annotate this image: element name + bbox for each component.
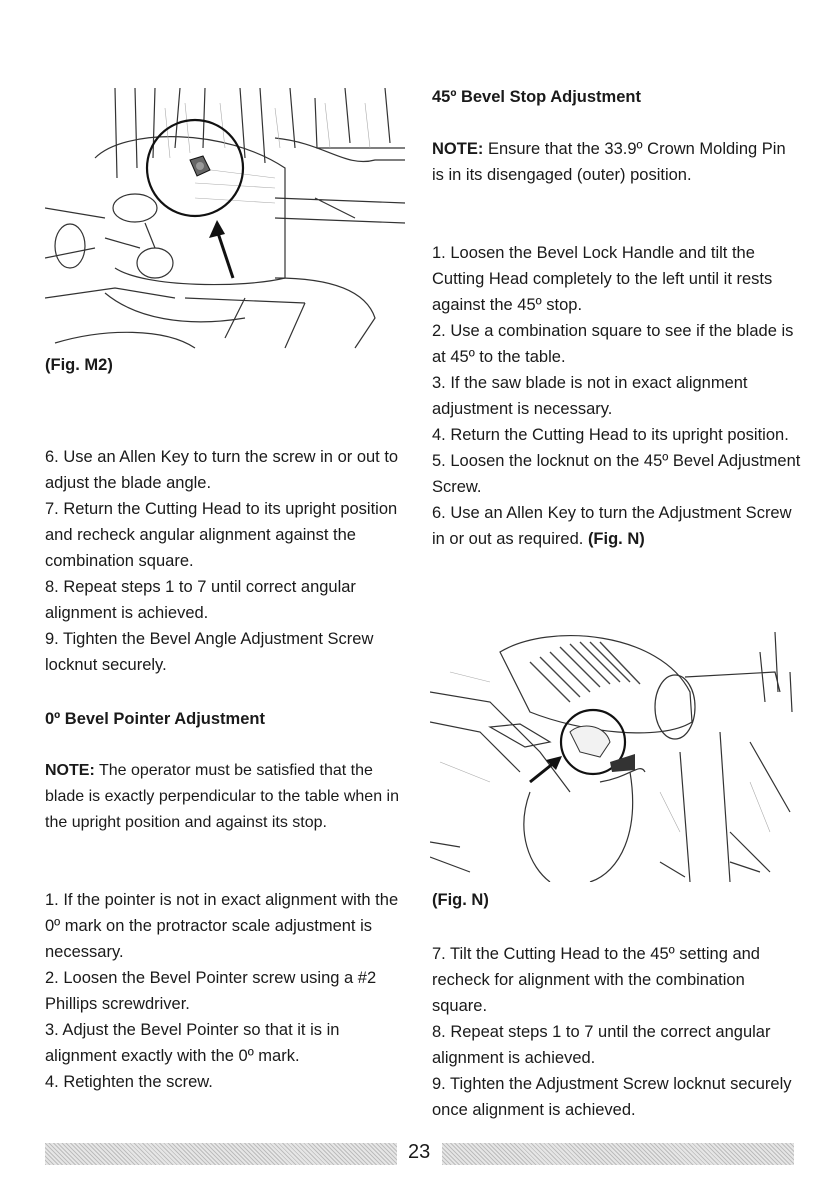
footer-bar-left [45, 1143, 397, 1165]
list-item: 9. Tighten the Adjustment Screw locknut securely once alignment is achieved. [432, 1075, 792, 1119]
list-item: 8. Repeat steps 1 to 7 until correct angular alignment is achieved. [45, 578, 356, 622]
note-text: Ensure that the 33.9º Crown Molding Pin is in its disengaged (outer) position. [432, 140, 786, 184]
note-text: The operator must be satisfied that the blade is exactly perpendicular to the table when in the upright position and against its stop. [45, 762, 399, 831]
list-item: 5. Loosen the locknut on the 45º Bevel Adjustment Screw. [432, 452, 801, 496]
list-item: 1. If the pointer is not in exact alignment with the 0º mark on the protractor scale adjustment is necessary. [45, 891, 399, 961]
step-6-text: 6. Use an Allen Key to turn the Adjustment Screw in or out as required. [432, 504, 792, 548]
figure-n-illustration [430, 632, 798, 882]
note-label: NOTE: [45, 762, 95, 779]
list-item: 6. Use an Allen Key to turn the screw in or out to adjust the blade angle. [45, 448, 399, 492]
list-item: 3. If the saw blade is not in exact alignment adjustment is necessary. [432, 374, 748, 418]
list-item: 9. Tighten the Bevel Angle Adjustment Screw locknut securely. [45, 630, 374, 674]
bevel-pointer-heading: 0º Bevel Pointer Adjustment [45, 710, 265, 728]
page-number: 23 [408, 1141, 431, 1163]
right-steps-a [432, 240, 802, 552]
right-steps-b [432, 941, 802, 1123]
fig-m2-caption: (Fig. M2) [45, 356, 113, 374]
list-item: 4. Retighten the screw. [45, 1073, 213, 1091]
left-steps-a [45, 444, 415, 678]
figure-m2-illustration [45, 88, 410, 350]
list-item: 1. Loosen the Bevel Lock Handle and tilt the Cutting Head completely to the left until it rests against the 45º stop. [432, 244, 773, 314]
list-item: 7. Tilt the Cutting Head to the 45º setting and recheck for alignment with the combination square. [432, 945, 760, 1015]
right-note [432, 136, 797, 188]
list-item: 2. Use a combination square to see if the blade is at 45º to the table. [432, 322, 794, 366]
list-item: 7. Return the Cutting Head to its upright position and recheck angular alignment against the combination square. [45, 500, 398, 570]
left-note [45, 758, 405, 836]
list-item: 8. Repeat steps 1 to 7 until the correct angular alignment is achieved. [432, 1023, 771, 1067]
list-item: 3. Adjust the Bevel Pointer so that it is in alignment exactly with the 0º mark. [45, 1021, 340, 1065]
left-steps-b [45, 887, 415, 1095]
list-item: 4. Return the Cutting Head to its upright position. [432, 426, 789, 444]
list-item: 2. Loosen the Bevel Pointer screw using a #2 Phillips screwdriver. [45, 969, 377, 1013]
footer-bar-right [442, 1143, 794, 1165]
list-item [432, 500, 802, 552]
note-label: NOTE: [432, 140, 484, 158]
fig-n-reference: (Fig. N) [587, 530, 645, 548]
bevel-stop-heading: 45º Bevel Stop Adjustment [432, 88, 641, 106]
fig-n-caption: (Fig. N) [432, 891, 489, 909]
